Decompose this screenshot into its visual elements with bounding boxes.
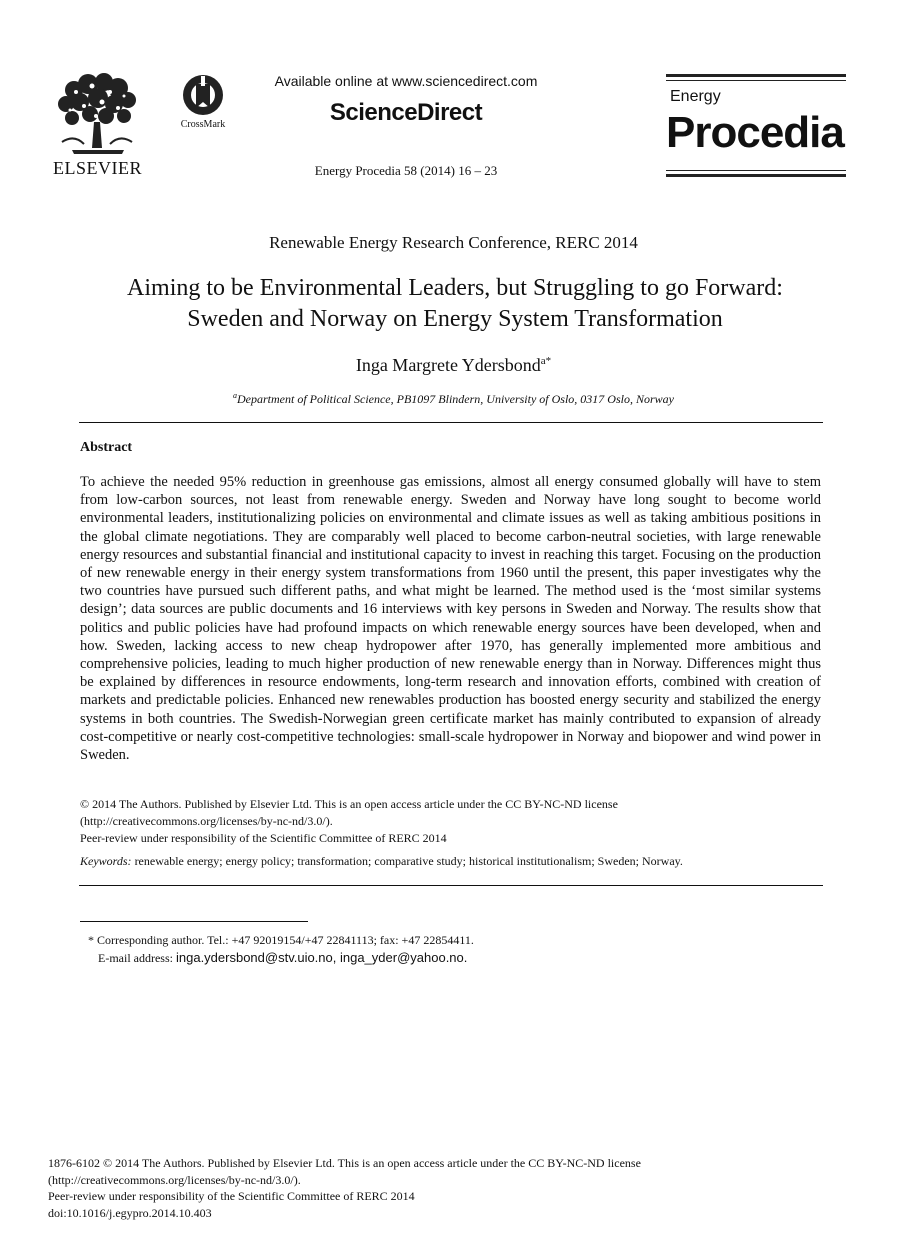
author-marker: a* bbox=[540, 355, 552, 367]
issn-license: 1876-6102 © 2014 The Authors. Published by Elsevier Ltd. This is an open access article under the CC BY-NC-ND license bbox=[48, 1156, 641, 1170]
logo-rule-bottom-thin bbox=[666, 170, 846, 171]
affiliation-line bbox=[0, 391, 907, 407]
logo-rule-top-thin bbox=[666, 80, 846, 81]
title-line-1: Aiming to be Environmental Leaders, but Struggling to go Forward: bbox=[127, 275, 783, 301]
conference-name: Renewable Energy Research Conference, RERC 2014 bbox=[269, 233, 638, 252]
journal-logo bbox=[666, 74, 846, 178]
available-online-text: Available online at www.sciencedirect.com bbox=[274, 73, 538, 89]
sciencedirect-logo: ScienceDirect bbox=[329, 99, 483, 126]
elsevier-tree-icon bbox=[54, 72, 140, 156]
doi[interactable]: doi:10.1016/j.egypro.2014.10.403 bbox=[48, 1205, 212, 1220]
corresponding-author-footnote bbox=[88, 932, 788, 967]
journal-name-top: Energy bbox=[670, 88, 721, 105]
journal-name-bottom: Procedia bbox=[666, 108, 844, 157]
elsevier-logo bbox=[50, 72, 145, 178]
paper-title bbox=[40, 273, 870, 335]
license-block bbox=[80, 796, 821, 847]
crossmark-badge[interactable] bbox=[172, 74, 234, 132]
divider-bottom bbox=[79, 885, 823, 886]
license-link[interactable]: (http://creativecommons.org/licenses/by-nc-nd/3.0/). bbox=[80, 814, 333, 828]
logo-rule-bottom bbox=[666, 174, 846, 177]
keywords-line bbox=[80, 854, 821, 869]
email-addresses[interactable]: inga.ydersbond@stv.uio.no, inga_yder@yahoo.no. bbox=[175, 950, 468, 965]
crossmark-label: CrossMark bbox=[180, 119, 226, 130]
keywords-text: renewable energy; energy policy; transformation; comparative study; historical institutionalism; Sweden; Norway. bbox=[134, 854, 683, 868]
logo-rule-top bbox=[666, 74, 846, 77]
journal-citation: Energy Procedia 58 (2014) 16 – 23 bbox=[314, 163, 498, 178]
publisher-name: ELSEVIER bbox=[53, 158, 142, 178]
abstract-body: To achieve the needed 95% reduction in greenhouse gas emissions, almost all energy consumed globally will have to stem from low-carbon sources, not least from renewable energy. Sweden and Norway have long sought to become world environmental leaders, institutionalizing policies on environmental and climate issues as well as taking ambitious positions in the global climate negotiations. They are comparably well placed to become carbon-neutral societies, with large renewable energy resources and substantial financial and institutional capacity to invest in reaching this target. Focusing on the production of new renewable energy in their energy system transformations from 1960 until the present, this paper investigates why the two countries have pursued such different paths, and what might be learned. The method used is the ‘most similar systems design’; data sources are public documents and 16 interviews with key persons in Sweden and Norway. The results show that politics and public policies have had profound impacts on which renewable energy sources have been developed, when and how. Sweden, lacking access to new cheap hydropower after 1970, has generally implemented more ambitious and comprehensive policies, leading to much higher production of new renewable energy than in Norway. Differences might thus be explained by differences in resource endowments, long-term research and innovation efforts, combined with creation of markets and predictable policies. Enhanced new renewables production has boosted energy security and stabilized the energy systems in both countries. The Swedish-Norwegian green certificate market has mainly contributed to expansion of already cost-competitive or nearly cost-competitive technologies: small-scale hydropower in Norway and biopower and wind power in Sweden. bbox=[80, 474, 821, 764]
crossmark-icon bbox=[180, 74, 226, 118]
abstract-heading: Abstract bbox=[80, 440, 133, 455]
title-line-2: Sweden and Norway on Energy System Transformation bbox=[187, 306, 723, 332]
license-peer-review: Peer-review under responsibility of the Scientific Committee of RERC 2014 bbox=[80, 831, 447, 845]
license-line-1: © 2014 The Authors. Published by Elsevier Ltd. This is an open access article under the CC BY-NC-ND license bbox=[80, 797, 618, 811]
keywords-label: Keywords: bbox=[80, 854, 132, 868]
footnote-contact: * Corresponding author. Tel.: +47 92019154/+47 22841113; fax: +47 22854411. bbox=[88, 933, 474, 947]
bottom-license-link[interactable]: (http://creativecommons.org/licenses/by-nc-nd/3.0/). bbox=[48, 1172, 301, 1187]
affiliation-marker: a bbox=[233, 391, 238, 400]
bottom-peer-review: Peer-review under responsibility of the Scientific Committee of RERC 2014 bbox=[48, 1189, 415, 1203]
email-label: E-mail address: bbox=[98, 951, 173, 965]
footnote-rule bbox=[80, 921, 308, 922]
divider-top bbox=[79, 422, 823, 423]
bottom-matter bbox=[48, 1155, 848, 1221]
affiliation-text: Department of Political Science, PB1097 Blindern, University of Oslo, 0317 Oslo, Norway bbox=[237, 392, 674, 406]
author-name: Inga Margrete Ydersbond bbox=[355, 355, 541, 375]
author-line bbox=[0, 355, 907, 376]
footnote-email-line bbox=[88, 949, 788, 967]
